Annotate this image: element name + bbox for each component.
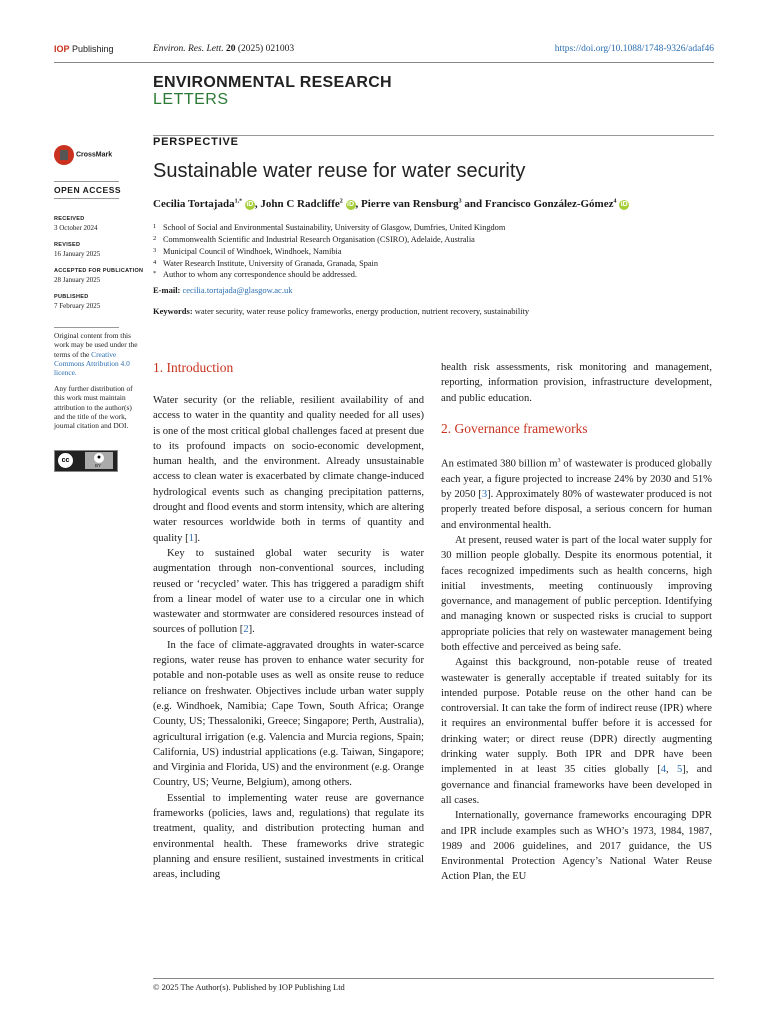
crossmark-icon [54,145,74,165]
author-name: John C Radcliffe [260,198,340,210]
paragraph: Key to sustained global water security is water augmentation through non-conventional sources, including reused or ‘recycled’ water. This has triggered a paradigm shift from a linear model of water use to a circular one in which wastewater and stormwater are considered resources instead of sources of pollution [2]. [153,547,424,636]
article-type: PERSPECTIVE [153,136,239,148]
license-text: Original content from this work may be used under the terms of the Creative Commons Attribution 4.0 licence. [54,331,138,378]
running-header [54,42,714,62]
received-label: RECEIVED [54,216,85,222]
doi-link[interactable]: https://doi.org/10.1088/1748-9326/adaf46 [554,44,714,54]
paragraph: Water security (or the reliable, resilient availability of and access to water in the quantity and quality needed for all uses) is one of the most critical global challenges faced at present due to its profound impacts on socio-economic development, human health, and the environment. Already unsustainable access to clean water is exacerbated by climate change-induced hydrological events such as changing precipitation patterns, drought and flood events and storm intensity, which are altering water resources worldwide both in terms of quantity and quality [1]. [153,395,424,544]
cc-icon: cc [58,453,73,468]
orcid-icon[interactable]: iD [347,201,355,208]
published-date: 7 February 2025 [54,302,101,310]
citation: Environ. Res. Lett. 20 (2025) 021003 [153,44,295,54]
journal-subname: LETTERS [153,91,229,108]
citation-link[interactable]: 4 [660,764,667,776]
sidebar-divider [54,181,119,182]
orcid-icon[interactable]: iD [246,201,254,208]
article-title: Sustainable water reuse for water security [153,160,526,182]
author-name: Cecilia Tortajada [153,198,235,210]
open-access-label: OPEN ACCESS [54,185,122,195]
citation-link[interactable]: 2 [243,624,249,636]
accepted-label: ACCEPTED FOR PUBLICATION [54,268,144,274]
footer-divider [153,978,714,979]
received-date: 3 October 2024 [54,224,98,232]
paragraph: At present, reused water is part of the local water supply for 30 million people globally. Despite its enormous potential, it faces recognized impediments such as health concerns, high initial investments, meeting continuously improving governance, and management of public perception. Identifying and managing known or suspected risks is crucial to support appropriate policies that rely on wastewater management being both effective and perceived as being safe. [441,534,712,653]
affiliation: 1 School of Social and Environmental Sustainability, University of Glasgow, Dumfries, United Kingdom [153,223,506,232]
revised-label: REVISED [54,242,81,248]
section-heading: 1. Introduction [153,360,234,375]
distribution-text: Any further distribution of this work must maintain attribution to the author(s) and the title of the work, journal citation and DOI. [54,384,133,431]
affiliation: 4 Water Research Institute, University of Granada, Granada, Spain [153,259,378,268]
accepted-date: 28 January 2025 [54,276,101,284]
paragraph: Internationally, governance frameworks encouraging DPR and IPR include examples such as WHO’s 1973, 1984, 1987, 1989 and 2006 guidelines, and 2017 guidance, the US Environmental Protection Agency’s National Water Reuse Action Plan, the EU [441,810,712,883]
sidebar-divider [54,198,119,199]
paragraph: health risk assessments, risk monitoring and management, reporting, information provision, infrastructure development, and public education. [441,362,712,404]
email-link[interactable]: cecilia.tortajada@glasgow.ac.uk [182,285,293,295]
journal-name: ENVIRONMENTAL RESEARCH [153,74,392,91]
license-link[interactable]: Creative Commons Attribution 4.0 licence. [54,349,130,378]
correspondence-note: * Author to whom any correspondence should be addressed. [153,270,358,279]
copyright-footer: © 2025 The Author(s). Published by IOP Publishing Ltd [153,982,345,992]
citation-link[interactable]: 5 [676,764,683,776]
citation-link[interactable]: 1 [188,532,194,544]
cc-by-badge[interactable]: cc ● BY [54,450,118,472]
paragraph: In the face of climate-aggravated droughts in water-scarce regions, water reuse has proven to enhance water security for potable and non-potable uses as well as onsite reuse to reduce reliance on freshwater. Objectives include urban water supply (e.g. Windhoek, Namibia; Cape Town, South Africa; Orange County, US; Thessaloniki, Greece; Singapore; Perth, Australia), agricultural irrigation (e.g. Valencia and Murcia regions, Spain; California, US) industrial applications (e.g. Taiwan, Singapore; and Virginia and Florida, US) and the environment (e.g. Orange Country, US; Veurne, Belgium), among others. [153,639,424,789]
crossmark-badge[interactable]: CrossMark [54,145,124,167]
sidebar-divider [54,327,119,328]
section-heading: 2. Governance frameworks [441,420,588,436]
person-icon: ● [94,453,104,463]
keywords-line: Keywords: water security, water reuse policy frameworks, energy production, nutrient recovery, sustainability [153,306,530,316]
header-divider [54,62,714,63]
affiliation: 3 Municipal Council of Windhoek, Windhoek, Namibia [153,247,342,256]
author-list: Cecilia Tortajada$^{1,*}$ iD , John C Radcliffe$^2$ iD , Pierre van Rensburg$^3$ and Francisco González-Gómez$^4$ iD [153,198,628,210]
revised-date: 16 January 2025 [54,250,101,258]
body-column-right [441,360,712,885]
published-label: PUBLISHED [54,294,89,300]
email-line: E-mail: cecilia.tortajada@glasgow.ac.uk [153,285,293,295]
citation-link[interactable]: 3 [481,489,488,501]
author-name: Francisco González-Gómez [484,198,614,210]
publisher-logo: IOP Publishing [54,44,114,54]
body-column-left [153,358,424,883]
paragraph: Against this background, non-potable reuse of treated wastewater is generally acceptable if treated suitably for its intended purpose. Potable reuse on the other hand can be controversial. It can take the form of indirect reuse (IPR) where it requires an environmental buffer before it is accessed for drinking water; or direct reuse (DPR) directly augmenting drinking water supply. Both IPR and DPR have been implemented in at least 35 cities globally [4, 5], and governance and financial frameworks have been developed in all cases. [441,657,713,806]
author-name: Pierre van Rensburg [361,198,459,210]
affiliation: 2 Commonwealth Scientific and Industrial Research Organisation (CSIRO), Adelaide, Australia [153,235,475,244]
paragraph: An estimated 380 billion $m^3$ of wastewater is produced globally each year, a figure projected to increase 24% by 2030 and 51% by 2050 [3]. Approximately 80% of wastewater produced is not properly treated before disposal, a serious concern for human and environmental health. [441,457,713,531]
paragraph: Essential to implementing water reuse are governance frameworks (policies, laws and, regulations) that regulate its treatment, quality, and distribution protecting human and environmental health. These frameworks drive strategic planning and ensure resilient, sustained investments in critical areas, including [153,792,424,881]
orcid-icon[interactable]: iD [620,201,628,208]
